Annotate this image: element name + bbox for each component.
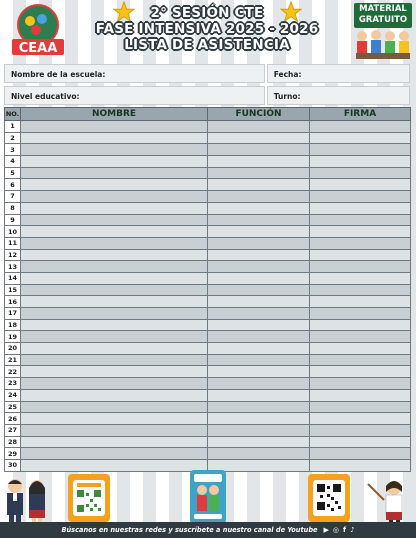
role-cell[interactable]: [208, 191, 310, 203]
table-row: [5, 319, 411, 331]
table-row: [5, 308, 411, 320]
table-row: [5, 121, 411, 133]
name-cell[interactable]: [21, 144, 208, 156]
row-number: 1: [5, 121, 21, 133]
youtube-promo-card[interactable]: [190, 470, 226, 524]
row-number: 13: [5, 261, 21, 273]
table-row: [5, 296, 411, 308]
page-header: [0, 0, 416, 62]
role-cell[interactable]: [208, 424, 310, 436]
row-number: 4: [5, 156, 21, 168]
name-cell[interactable]: [21, 354, 208, 366]
name-cell[interactable]: [21, 448, 208, 460]
row-number: 27: [5, 424, 21, 436]
role-cell[interactable]: [208, 448, 310, 460]
table-row: [5, 191, 411, 203]
signature-cell[interactable]: [310, 308, 411, 320]
signature-cell[interactable]: [310, 214, 411, 226]
role-cell[interactable]: [208, 366, 310, 378]
table-row: [5, 156, 411, 168]
table-row: [5, 343, 411, 355]
row-number: 6: [5, 179, 21, 191]
table-row: [5, 366, 411, 378]
table-row: [5, 354, 411, 366]
name-cell[interactable]: [21, 424, 208, 436]
level-info-row: [4, 86, 410, 105]
name-cell[interactable]: [21, 214, 208, 226]
role-cell[interactable]: [208, 378, 310, 390]
page-title: [82, 5, 332, 53]
table-row: [5, 401, 411, 413]
social-icons: [324, 526, 355, 534]
name-cell[interactable]: [21, 191, 208, 203]
signature-cell[interactable]: [310, 354, 411, 366]
table-row: [5, 167, 411, 179]
school-name-field[interactable]: [4, 64, 265, 83]
education-level-label: Nivel educativo:: [11, 92, 80, 101]
name-cell[interactable]: [21, 413, 208, 425]
shift-label: Turno:: [273, 92, 301, 101]
row-number: 16: [5, 296, 21, 308]
date-field[interactable]: [267, 64, 410, 83]
school-name-label: Nombre de la escuela:: [11, 70, 106, 79]
row-number: 11: [5, 237, 21, 249]
table-row: [5, 284, 411, 296]
name-cell[interactable]: [21, 296, 208, 308]
signature-cell[interactable]: [310, 389, 411, 401]
table-row: [5, 424, 411, 436]
row-number: 20: [5, 343, 21, 355]
role-cell[interactable]: [208, 132, 310, 144]
name-cell[interactable]: [21, 378, 208, 390]
name-cell[interactable]: [21, 237, 208, 249]
name-cell[interactable]: [21, 366, 208, 378]
table-header-row: [5, 108, 411, 121]
qr-code-icon: [313, 480, 345, 516]
row-number: 23: [5, 378, 21, 390]
name-cell[interactable]: [21, 343, 208, 355]
name-cell[interactable]: [21, 261, 208, 273]
row-number: 2: [5, 132, 21, 144]
row-number: 8: [5, 202, 21, 214]
role-cell[interactable]: [208, 389, 310, 401]
name-cell[interactable]: [21, 202, 208, 214]
signature-cell[interactable]: [310, 343, 411, 355]
youtube-icon[interactable]: ▶: [323, 526, 329, 534]
role-cell[interactable]: [208, 156, 310, 168]
name-cell[interactable]: [21, 156, 208, 168]
row-number: 14: [5, 272, 21, 284]
role-cell[interactable]: [208, 401, 310, 413]
ceaa-logo: [8, 3, 68, 57]
row-number: 22: [5, 366, 21, 378]
name-cell[interactable]: [21, 308, 208, 320]
table-row: [5, 226, 411, 238]
title-line-list: LISTA DE ASISTENCIA: [124, 37, 290, 53]
footer-bar: [0, 522, 416, 538]
signature-cell[interactable]: [310, 296, 411, 308]
whatsapp-qr-card[interactable]: [68, 474, 110, 522]
column-header-no: NO.: [5, 108, 21, 121]
title-line-phase: FASE INTENSIVA 2025 - 2026: [95, 21, 319, 37]
name-cell[interactable]: [21, 319, 208, 331]
role-cell[interactable]: [208, 343, 310, 355]
name-cell[interactable]: [21, 331, 208, 343]
signature-cell[interactable]: [310, 424, 411, 436]
table-row: [5, 214, 411, 226]
qr-code-icon: [73, 480, 105, 516]
signature-cell[interactable]: [310, 121, 411, 133]
title-line-session: 2° SESIÓN CTE: [150, 5, 264, 21]
table-row: [5, 272, 411, 284]
row-number: 25: [5, 401, 21, 413]
name-cell[interactable]: [21, 284, 208, 296]
role-cell[interactable]: [208, 272, 310, 284]
signature-cell[interactable]: [310, 401, 411, 413]
signature-cell[interactable]: [310, 436, 411, 448]
table-row: [5, 132, 411, 144]
name-cell[interactable]: [21, 389, 208, 401]
signature-cell[interactable]: [310, 179, 411, 191]
row-number: 21: [5, 354, 21, 366]
signature-cell[interactable]: [310, 202, 411, 214]
signature-cell[interactable]: [310, 191, 411, 203]
attendance-table: [4, 107, 411, 472]
name-cell[interactable]: [21, 249, 208, 261]
role-cell[interactable]: [208, 167, 310, 179]
table-row: [5, 237, 411, 249]
signature-cell[interactable]: [310, 249, 411, 261]
signature-cell[interactable]: [310, 272, 411, 284]
table-row: [5, 378, 411, 390]
teachers-illustration: [192, 472, 224, 522]
role-cell[interactable]: [208, 436, 310, 448]
row-number: 15: [5, 284, 21, 296]
role-cell[interactable]: [208, 226, 310, 238]
role-cell[interactable]: [208, 308, 310, 320]
role-cell[interactable]: [208, 214, 310, 226]
education-level-field[interactable]: [4, 86, 265, 105]
signature-cell[interactable]: [310, 167, 411, 179]
free-material-badge: [354, 3, 412, 28]
role-cell[interactable]: [208, 179, 310, 191]
table-row: [5, 202, 411, 214]
signature-cell[interactable]: [310, 144, 411, 156]
table-row: [5, 389, 411, 401]
signature-cell[interactable]: [310, 448, 411, 460]
name-cell[interactable]: [21, 272, 208, 284]
signature-cell[interactable]: [310, 156, 411, 168]
name-cell[interactable]: [21, 226, 208, 238]
row-number: 17: [5, 308, 21, 320]
row-number: 3: [5, 144, 21, 156]
shift-field[interactable]: [267, 86, 410, 105]
teacher-illustration: [366, 474, 412, 528]
row-number: 18: [5, 319, 21, 331]
table-row: [5, 331, 411, 343]
column-header-role: FUNCIÓN: [208, 108, 310, 121]
row-number: 24: [5, 389, 21, 401]
name-cell[interactable]: [21, 132, 208, 144]
name-cell[interactable]: [21, 179, 208, 191]
signature-cell[interactable]: [310, 132, 411, 144]
table-row: [5, 144, 411, 156]
signature-cell[interactable]: [310, 378, 411, 390]
name-cell[interactable]: [21, 121, 208, 133]
row-number: 19: [5, 331, 21, 343]
row-number: 28: [5, 436, 21, 448]
column-header-signature: FIRMA: [310, 108, 411, 121]
channel-qr-card[interactable]: [308, 474, 350, 522]
role-cell[interactable]: [208, 296, 310, 308]
table-row: [5, 249, 411, 261]
signature-cell[interactable]: [310, 413, 411, 425]
name-cell[interactable]: [21, 167, 208, 179]
signature-cell[interactable]: [310, 366, 411, 378]
role-cell[interactable]: [208, 331, 310, 343]
row-number: 10: [5, 226, 21, 238]
table-row: [5, 179, 411, 191]
role-cell[interactable]: [208, 413, 310, 425]
table-row: [5, 413, 411, 425]
students-uniform-illustration: [2, 474, 50, 528]
instagram-icon[interactable]: ◎: [332, 526, 340, 534]
role-cell[interactable]: [208, 237, 310, 249]
name-cell[interactable]: [21, 436, 208, 448]
row-number: 30: [5, 459, 21, 471]
role-cell[interactable]: [208, 284, 310, 296]
table-row: [5, 436, 411, 448]
role-cell[interactable]: [208, 354, 310, 366]
badge-line-free: GRATUITO: [358, 15, 408, 25]
signature-cell[interactable]: [310, 237, 411, 249]
row-number: 29: [5, 448, 21, 460]
tiktok-icon[interactable]: ♪: [350, 526, 355, 534]
signature-cell[interactable]: [310, 319, 411, 331]
role-cell[interactable]: [208, 249, 310, 261]
logo-text: CEAA: [18, 41, 58, 56]
facebook-icon[interactable]: f: [343, 526, 347, 534]
table-row: [5, 261, 411, 273]
role-cell[interactable]: [208, 121, 310, 133]
badge-line-material: MATERIAL: [359, 4, 407, 14]
role-cell[interactable]: [208, 144, 310, 156]
school-info-row: [4, 64, 410, 83]
name-cell[interactable]: [21, 401, 208, 413]
row-number: 26: [5, 413, 21, 425]
role-cell[interactable]: [208, 202, 310, 214]
signature-cell[interactable]: [310, 261, 411, 273]
row-number: 5: [5, 167, 21, 179]
signature-cell[interactable]: [310, 284, 411, 296]
students-illustration: [352, 28, 414, 62]
table-row: [5, 448, 411, 460]
date-label: Fecha:: [273, 70, 302, 79]
column-header-name: NOMBRE: [21, 108, 208, 121]
role-cell[interactable]: [208, 319, 310, 331]
signature-cell[interactable]: [310, 331, 411, 343]
footer-tagline: Búscanos en nuestras redes y suscríbete a nuestro canal de Youtube: [61, 526, 318, 534]
row-number: 12: [5, 249, 21, 261]
signature-cell[interactable]: [310, 226, 411, 238]
row-number: 9: [5, 214, 21, 226]
role-cell[interactable]: [208, 261, 310, 273]
row-number: 7: [5, 191, 21, 203]
